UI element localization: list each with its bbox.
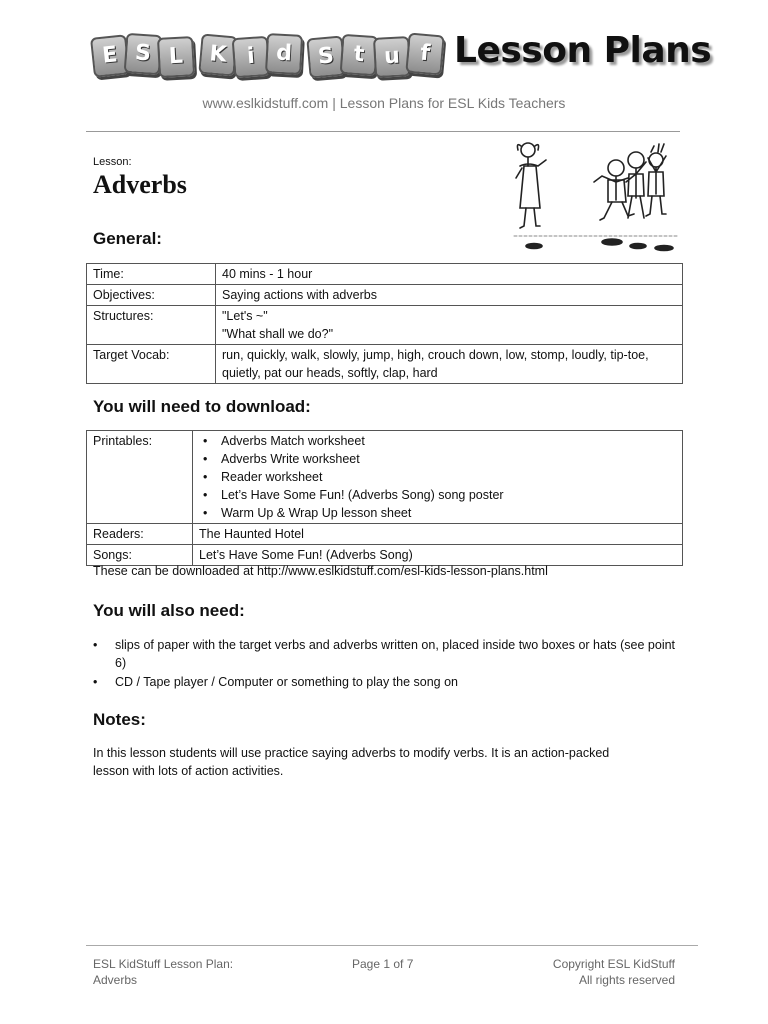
row-value: Saying actions with adverbs bbox=[216, 285, 683, 306]
header-title: Lesson Plans bbox=[454, 30, 712, 71]
table-row bbox=[87, 306, 683, 345]
structure-line: "What shall we do?" bbox=[222, 327, 334, 341]
row-label: Readers: bbox=[87, 524, 193, 545]
row-value: 40 mins - 1 hour bbox=[216, 264, 683, 285]
row-label: Objectives: bbox=[87, 285, 216, 306]
footer-divider bbox=[86, 945, 698, 946]
list-item[interactable]: • Adverbs Match worksheet bbox=[199, 432, 676, 450]
footer-left bbox=[93, 956, 233, 988]
row-label: Target Vocab: bbox=[87, 345, 216, 384]
row-value[interactable]: The Haunted Hotel bbox=[193, 524, 683, 545]
list-item[interactable]: • Let’s Have Some Fun! (Adverbs Song) song poster bbox=[199, 486, 676, 504]
list-item[interactable]: • Warm Up & Wrap Up lesson sheet bbox=[199, 504, 676, 522]
table-row bbox=[87, 345, 683, 384]
row-label: Printables: bbox=[87, 431, 193, 524]
list-item[interactable]: • Adverbs Write worksheet bbox=[199, 450, 676, 468]
logo-block: L bbox=[157, 36, 195, 78]
row-value bbox=[193, 431, 683, 524]
logo-block: E bbox=[90, 34, 130, 78]
footer-right bbox=[553, 956, 675, 988]
row-label: Time: bbox=[87, 264, 216, 285]
site-tagline: www.eslkidstuff.com | Lesson Plans for ESL Kids Teachers bbox=[202, 95, 566, 111]
general-heading: General: bbox=[93, 229, 162, 248]
row-value bbox=[216, 306, 683, 345]
table-row bbox=[87, 285, 683, 306]
logo-block: i bbox=[232, 36, 271, 78]
download-heading: You will need to download: bbox=[93, 397, 311, 416]
footer-left-line: ESL KidStuff Lesson Plan: bbox=[93, 957, 234, 971]
also-need-heading: You will also need: bbox=[93, 601, 245, 620]
general-table bbox=[86, 263, 683, 384]
lesson-label: Lesson: bbox=[93, 156, 132, 168]
list-item: • CD / Tape player / Computer or something to play the song on bbox=[93, 673, 683, 691]
row-value: run, quickly, walk, slowly, jump, high, crouch down, low, stomp, loudly, tip-toe, quietly, pat our heads, softly, clap, hard bbox=[216, 345, 683, 384]
notes-heading: Notes: bbox=[93, 710, 146, 729]
also-need-list bbox=[93, 636, 683, 692]
structure-line: "Let's ~" bbox=[222, 309, 268, 323]
logo-block: d bbox=[265, 33, 303, 75]
download-table bbox=[86, 430, 683, 566]
row-value[interactable]: Let’s Have Some Fun! (Adverbs Song) bbox=[193, 545, 683, 566]
logo-block: S bbox=[124, 33, 163, 75]
table-row bbox=[87, 431, 683, 524]
download-note[interactable]: These can be downloaded at http://www.eslkidstuff.com/esl-kids-lesson-plans.html bbox=[93, 564, 548, 578]
table-row bbox=[87, 264, 683, 285]
table-row bbox=[87, 524, 683, 545]
logo-block: K bbox=[198, 34, 237, 77]
header-divider bbox=[86, 131, 680, 132]
logo-block: u bbox=[373, 36, 411, 78]
footer-right-line: All rights reserved bbox=[578, 973, 675, 987]
notes-text: In this lesson students will use practice saying adverbs to modify verbs. It is an action-packed lesson with lots of action activities. bbox=[93, 746, 610, 778]
logo-block: f bbox=[405, 33, 444, 76]
logo-block: S bbox=[306, 36, 345, 79]
page-number: Page 1 of 7 bbox=[352, 957, 414, 971]
logo-block: t bbox=[340, 34, 379, 76]
list-item[interactable]: • Reader worksheet bbox=[199, 468, 676, 486]
footer-left-line: Adverbs bbox=[93, 973, 138, 987]
row-label: Structures: bbox=[87, 306, 216, 345]
row-label: Songs: bbox=[87, 545, 193, 566]
list-item: • slips of paper with the target verbs and adverbs written on, placed inside two boxes or hats (see point 6) bbox=[93, 636, 683, 672]
lesson-title: Adverbs bbox=[93, 170, 187, 199]
kids-illustration bbox=[508, 138, 688, 253]
site-logo[interactable] bbox=[92, 30, 712, 82]
printables-list bbox=[199, 432, 676, 522]
footer-right-line: Copyright ESL KidStuff bbox=[552, 957, 675, 971]
